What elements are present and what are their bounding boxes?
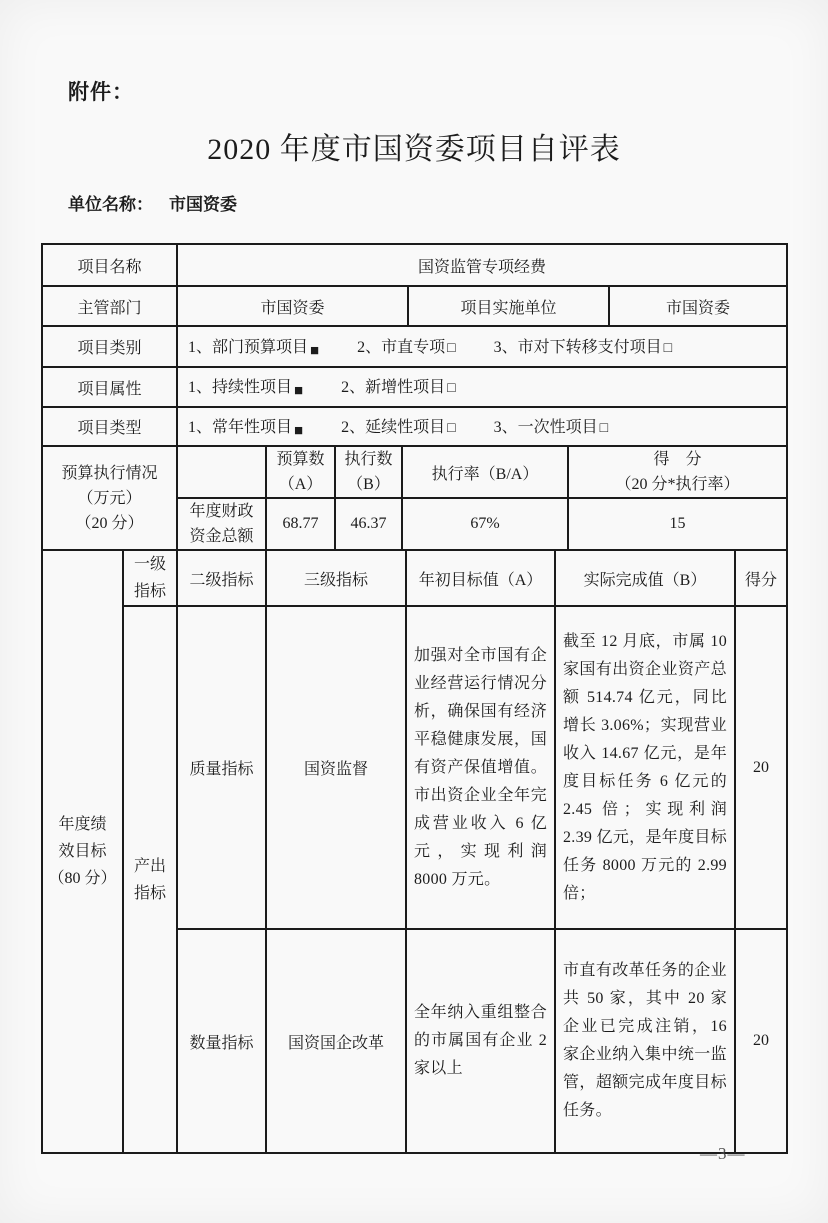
option-continuing-project	[188, 379, 304, 399]
checkbox-empty-icon: □	[447, 381, 456, 396]
checkbox-empty-icon: □	[447, 340, 456, 356]
quality-indicator-label: 质量指标	[177, 606, 266, 929]
table-row	[42, 550, 787, 606]
table-row	[42, 367, 787, 407]
option-label: 3、市对下转移支付项目	[493, 338, 662, 356]
perf-section-line: 年度绩	[58, 816, 107, 833]
target-value-text: 全年纳入重组整合的市属国有企业 2 家以上	[406, 929, 555, 1153]
option-label: 2、延续性项目	[341, 418, 446, 436]
level3-indicator-header: 三级指标	[266, 550, 406, 606]
budget-amount-header	[266, 446, 335, 498]
option-transfer-payment	[494, 339, 672, 356]
actual-value-text: 截至 12 月底，市属 10 家国有出资企业资产总额 514.74 亿元，同比增长 3.06%；实现营业收入 14.67 亿元，是年度目标任务 6 亿元的 2.45 倍；实现利润 2.39 亿元，是年度目标任务 8000 万元的 2.99 倍；	[555, 606, 735, 929]
annual-funds-label	[177, 498, 266, 550]
project-name-value: 国资监管专项经费	[177, 244, 787, 286]
impl-unit-label: 项目实施单位	[408, 286, 609, 326]
perf-section-label	[42, 550, 123, 1153]
budget-section-line: 预算执行情况	[61, 464, 158, 482]
quantity-indicator-label: 数量指标	[177, 929, 266, 1153]
header-line: （20 分*执行率）	[615, 476, 740, 493]
budget-empty-cell	[177, 446, 266, 498]
budget-execution-table	[41, 445, 788, 551]
exec-rate-header: 执行率（B/A）	[402, 446, 568, 498]
header-line: 指标	[133, 583, 166, 600]
budget-score-header	[568, 446, 787, 498]
unit-name-line	[68, 190, 237, 215]
option-new-project	[341, 379, 455, 396]
table-row	[42, 244, 787, 286]
target-value-header: 年初目标值（A）	[406, 550, 555, 606]
option-label: 1、持续性项目	[188, 379, 293, 396]
score-value: 20	[735, 929, 787, 1153]
header-line: 得 分	[653, 451, 702, 468]
attribute-options	[177, 367, 787, 407]
exec-amount-value: 46.37	[335, 498, 402, 550]
page-title: 2020 年度市国资委项目自评表	[207, 133, 621, 166]
option-label: 1、部门预算项目	[188, 338, 309, 356]
checkbox-filled-icon: ■	[294, 422, 304, 439]
exec-amount-header	[335, 446, 402, 498]
output-indicator-cell	[123, 606, 177, 1153]
header-line: 一级	[133, 556, 166, 573]
actual-value-header: 实际完成值（B）	[555, 550, 735, 606]
option-one-time-project	[494, 419, 608, 436]
checkbox-filled-icon: ■	[310, 342, 320, 359]
performance-table	[41, 549, 788, 1154]
header-line: 预算数	[276, 451, 325, 468]
level3-value: 国资国企改革	[266, 929, 406, 1153]
header-line: （A）	[278, 476, 323, 493]
label-line: 年度财政	[189, 503, 254, 520]
table-row	[42, 286, 787, 326]
option-label: 1、常年性项目	[188, 418, 293, 436]
table-row	[42, 326, 787, 367]
option-city-special	[357, 339, 455, 356]
perf-section-line: 效目标	[58, 843, 107, 860]
unit-name-value: 市国资委	[169, 195, 237, 214]
header-line: 执行数	[344, 451, 393, 468]
dept-label: 主管部门	[42, 286, 177, 326]
actual-value-text: 市直有改革任务的企业共 50 家，其中 20 家企业已完成注销，16 家企业纳入集中统一监管，超额完成年度目标任务。	[555, 929, 735, 1153]
dept-value: 市国资委	[177, 286, 408, 326]
exec-rate-value: 67%	[402, 498, 568, 550]
label-line: 指标	[133, 884, 166, 902]
type-label: 项目类型	[42, 407, 177, 446]
level1-indicator-header	[123, 550, 177, 606]
table-row	[42, 407, 787, 446]
attribute-label: 项目属性	[42, 367, 177, 407]
unit-name-label: 单位名称：	[68, 195, 153, 214]
score-header: 得分	[735, 550, 787, 606]
option-annual-project	[188, 418, 304, 439]
option-dept-budget-project	[188, 338, 320, 359]
budget-section-label	[42, 446, 177, 550]
level2-indicator-header: 二级指标	[177, 550, 266, 606]
checkbox-empty-icon: □	[599, 420, 609, 436]
category-options	[177, 326, 787, 367]
header-line: （B）	[347, 476, 390, 493]
label-line: 产出	[133, 857, 166, 875]
impl-unit-value: 市国资委	[609, 286, 787, 326]
option-label: 2、新增性项目	[341, 379, 446, 396]
checkbox-empty-icon: □	[663, 340, 673, 356]
evaluation-table	[41, 243, 786, 1154]
budget-section-line: （20 分）	[75, 514, 144, 532]
option-label: 2、市直专项	[357, 338, 446, 356]
attachment-label: 附件：	[68, 81, 134, 104]
budget-section-line: （万元）	[77, 489, 142, 507]
level3-value: 国资监督	[266, 606, 406, 929]
type-options	[177, 407, 787, 446]
target-value-text: 加强对全市国有企业经营运行情况分析，确保国有经济平稳健康发展，国有资产保值增值。市出资企业全年完成营业收入 6 亿元，实现利润 8000 万元。	[406, 606, 555, 929]
project-name-label: 项目名称	[42, 244, 177, 286]
table-row	[42, 446, 787, 498]
score-value: 20	[735, 606, 787, 929]
page-number: —3—	[700, 1144, 746, 1163]
category-label: 项目类别	[42, 326, 177, 367]
perf-section-line: （80 分）	[48, 870, 117, 887]
budget-amount-value: 68.77	[266, 498, 335, 550]
option-label: 3、一次性项目	[493, 418, 598, 436]
label-line: 资金总额	[189, 528, 254, 545]
table-row	[42, 606, 787, 929]
checkbox-empty-icon: □	[447, 420, 456, 436]
option-extended-project	[341, 419, 455, 436]
checkbox-filled-icon: ■	[294, 383, 304, 399]
project-info-table	[41, 243, 788, 447]
budget-score-value: 15	[568, 498, 787, 550]
